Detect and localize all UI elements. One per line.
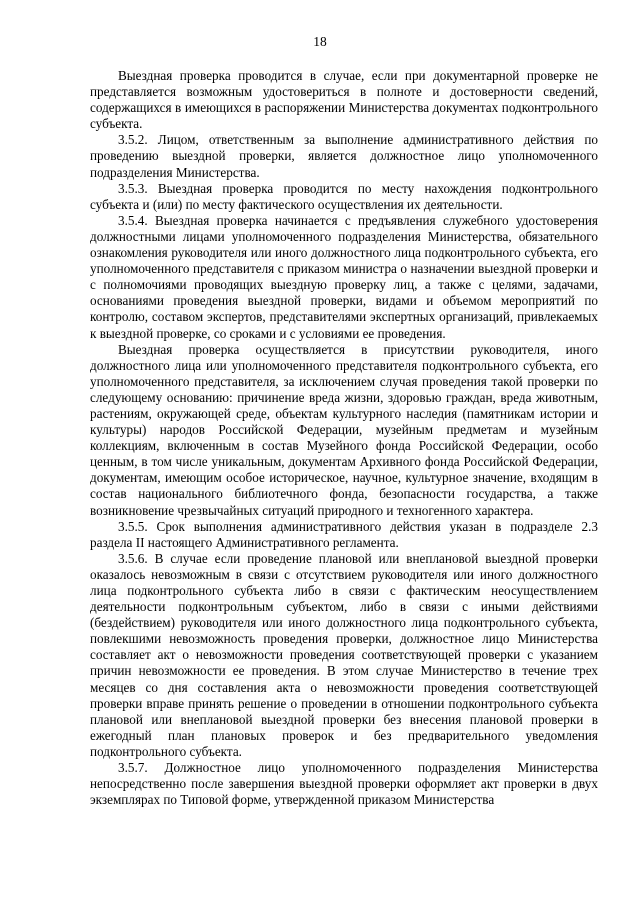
- paragraph-3-5-3: 3.5.3. Выездная проверка проводится по месту нахождения подконтрольного субъекта и (или) по месту фактического осуществления их деятельности.: [90, 180, 598, 212]
- page-number: 18: [313, 34, 327, 49]
- paragraph-3-5-7: 3.5.7. Должностное лицо уполномоченного подразделения Министерства непосредственно после завершения выездной проверки оформляет акт проверки в двух экземплярах по Типовой форме, утвержденной приказом Министерства: [90, 760, 598, 808]
- paragraph-3-5-2: 3.5.2. Лицом, ответственным за выполнение административного действия по проведению выездной проверки, является должностное лицо уполномоченного подразделения Министерства.: [90, 132, 598, 180]
- paragraph-3-5-4: 3.5.4. Выездная проверка начинается с предъявления служебного удостоверения должностными лицами уполномоченного подразделения Министерства, обязательного ознакомления руководителя или иного должностного лица подконтрольного субъекта, его уполномоченного представителя с приказом министра о назначении выездной проверки и с полномочиями проводящих выездную проверку лиц, а также с целями, задачами, основаниями проведения выездной проверки, видами и объемом мероприятий по контролю, составом экспертов, представителями экспертных организаций, привлекаемых к выездной проверке, со сроками и с условиями ее проведения.: [90, 212, 598, 341]
- paragraph-3-5-6: 3.5.6. В случае если проведение плановой или внеплановой выездной проверки оказалось невозможным в связи с отсутствием руководителя или иного должностного лица подконтрольного субъекта либо в связи с фактическим неосуществлением деятельности подконтрольным субъектом, либо в связи с иными действиями (бездействием) руководителя или иного должностного лица подконтрольного субъекта, повлекшими невозможность проведения проверки, должностное лицо Министерства составляет акт о невозможности проведения соответствующей проверки с указанием причин невозможности ее проведения. В этом случае Министерство в течение трех месяцев со дня составления акта о невозможности проведения соответствующей проверки вправе принять решение о проведении в отношении подконтрольного субъекта плановой или внеплановой выездной проверки без внесения плановой проверки в ежегодный план плановых проверок и без предварительного уведомления подконтрольного субъекта.: [90, 550, 598, 759]
- paragraph-presence: Выездная проверка осуществляется в присутствии руководителя, иного должностного лица или уполномоченного представителя подконтрольного субъекта, его уполномоченного представителя, за исключением случая проведения такой проверки по следующему основанию: причинение вреда жизни, здоровью граждан, вреда животным, растениям, окружающей среде, объектам культурного наследия (памятникам истории и культуры) народов Российской Федерации, музейным предметам и музейным коллекциям, включенным в состав Музейного фонда Российской Федерации, особо ценным, в том числе уникальным, документам Архивного фонда Российской Федерации, документам, имеющим особое историческое, научное, культурное значение, входящим в состав национального библиотечного фонда, безопасности государства, а также возникновение чрезвычайных ситуаций природного и техногенного характера.: [90, 341, 598, 518]
- paragraph-intro: Выездная проверка проводится в случае, если при документарной проверке не представляется возможным удостовериться в полноте и достоверности сведений, содержащихся в имеющихся в распоряжении Министерства документах подконтрольного субъекта.: [90, 68, 598, 132]
- body-text: [90, 68, 598, 808]
- paragraph-3-5-5: 3.5.5. Срок выполнения административного действия указан в подразделе 2.3 раздела II настоящего Административного регламента.: [90, 518, 598, 550]
